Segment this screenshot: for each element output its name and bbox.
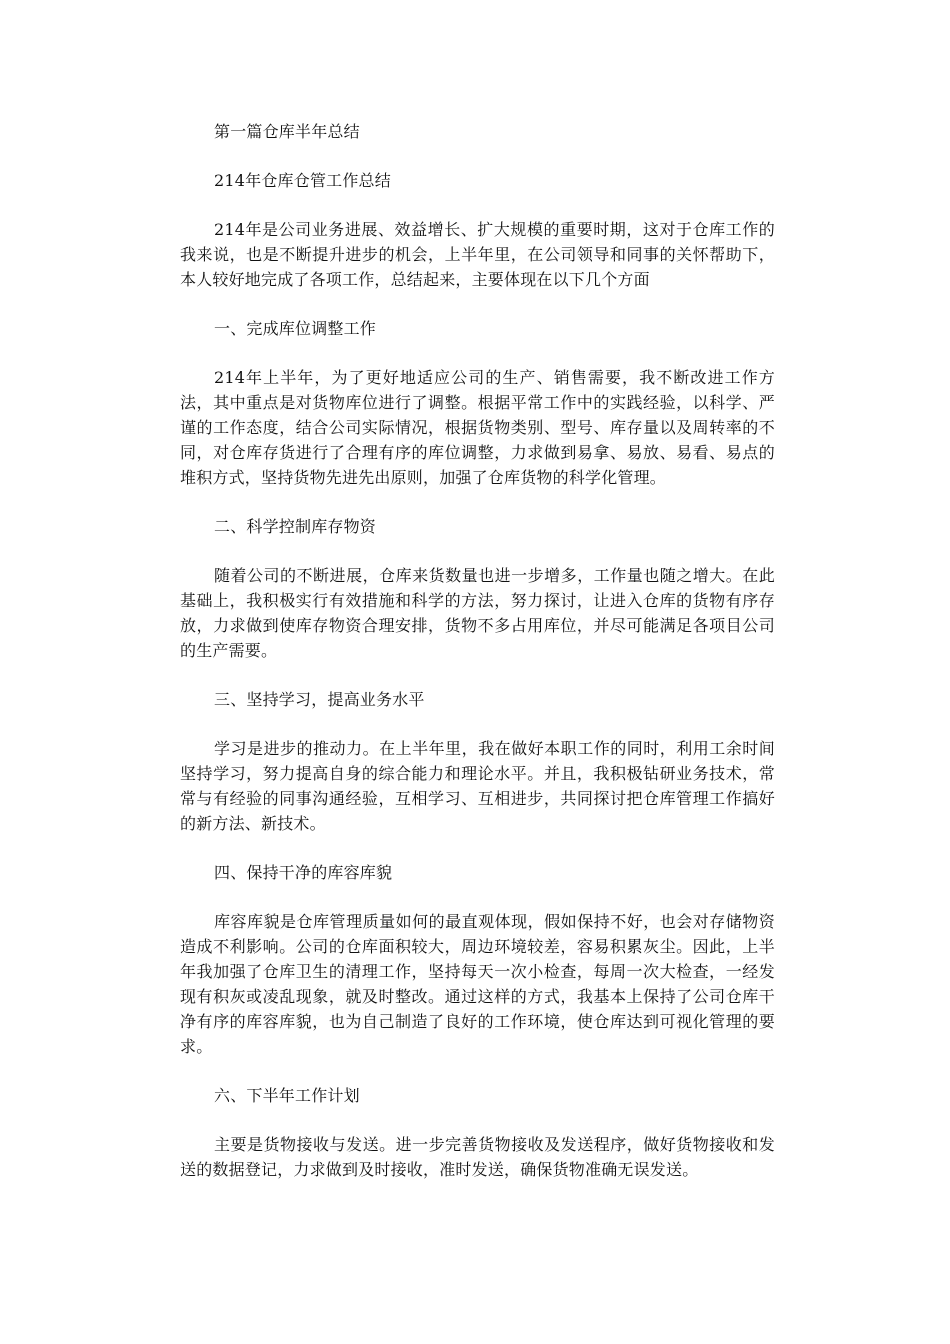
spacer xyxy=(180,490,775,514)
spacer xyxy=(180,1059,775,1083)
spacer xyxy=(180,144,775,168)
spacer xyxy=(180,341,775,365)
section-heading-1: 一、完成库位调整工作 xyxy=(214,319,377,338)
spacer xyxy=(180,1108,775,1132)
spacer xyxy=(180,885,775,909)
spacer xyxy=(180,712,775,736)
intro-paragraph: 214年是公司业务进展、效益增长、扩大规模的重要时期，这对于仓库工作的我来说，也是不断提升进步的机会，上半年里，在公司领导和同事的关怀帮助下，本人较好地完成了各项工作，总结起来，主要体现在以下几个方面 xyxy=(180,220,775,289)
section-heading-6: 六、下半年工作计划 xyxy=(214,1086,360,1105)
spacer xyxy=(180,539,775,563)
section-body-2: 随着公司的不断进展，仓库来货数量也进一步增多，工作量也随之增大。在此基础上，我积极实行有效措施和科学的方法，努力探讨，让进入仓库的货物有序存放，力求做到使库存物资合理安排，货物不多占用库位，并尽可能满足各项目公司的生产需要。 xyxy=(180,566,775,660)
section-body-1: 214年上半年，为了更好地适应公司的生产、销售需要，我不断改进工作方法，其中重点是对货物库位进行了调整。根据平常工作中的实践经验，以科学、严谨的工作态度，结合公司实际情况，根据货物类别、型号、库存量以及周转率的不同，对仓库存货进行了合理有序的库位调整，力求做到易拿、易放、易看、易点的堆积方式，坚持货物先进先出原则，加强了仓库货物的科学化管理。 xyxy=(180,368,775,487)
section-heading-2: 二、科学控制库存物资 xyxy=(214,517,377,536)
section-body-3: 学习是进步的推动力。在上半年里，我在做好本职工作的同时，利用工余时间坚持学习，努力提高自身的综合能力和理论水平。并且，我积极钻研业务技术，常常与有经验的同事沟通经验，互相学习、互相进步，共同探讨把仓库管理工作搞好的新方法、新技术。 xyxy=(180,739,775,833)
document-title: 第一篇仓库半年总结 xyxy=(214,122,360,141)
document-subtitle: 214年仓库仓管工作总结 xyxy=(214,171,391,190)
section-heading-4: 四、保持干净的库容库貌 xyxy=(214,863,393,882)
document-body xyxy=(180,119,775,1182)
spacer xyxy=(180,193,775,217)
spacer xyxy=(180,292,775,316)
spacer xyxy=(180,836,775,860)
section-body-6: 主要是货物接收与发送。进一步完善货物接收及发送程序，做好货物接收和发送的数据登记，力求做到及时接收，准时发送，确保货物准确无误发送。 xyxy=(180,1135,775,1179)
section-body-4: 库容库貌是仓库管理质量如何的最直观体现，假如保持不好，也会对存储物资造成不利影响。公司的仓库面积较大，周边环境较差，容易积累灰尘。因此，上半年我加强了仓库卫生的清理工作，坚持每天一次小检查，每周一次大检查，一经发现有积灰或凌乱现象，就及时整改。通过这样的方式，我基本上保持了公司仓库干净有序的库容库貌，也为自己制造了良好的工作环境，使仓库达到可视化管理的要求。 xyxy=(180,912,775,1056)
spacer xyxy=(180,663,775,687)
section-heading-3: 三、坚持学习，提高业务水平 xyxy=(214,690,425,709)
